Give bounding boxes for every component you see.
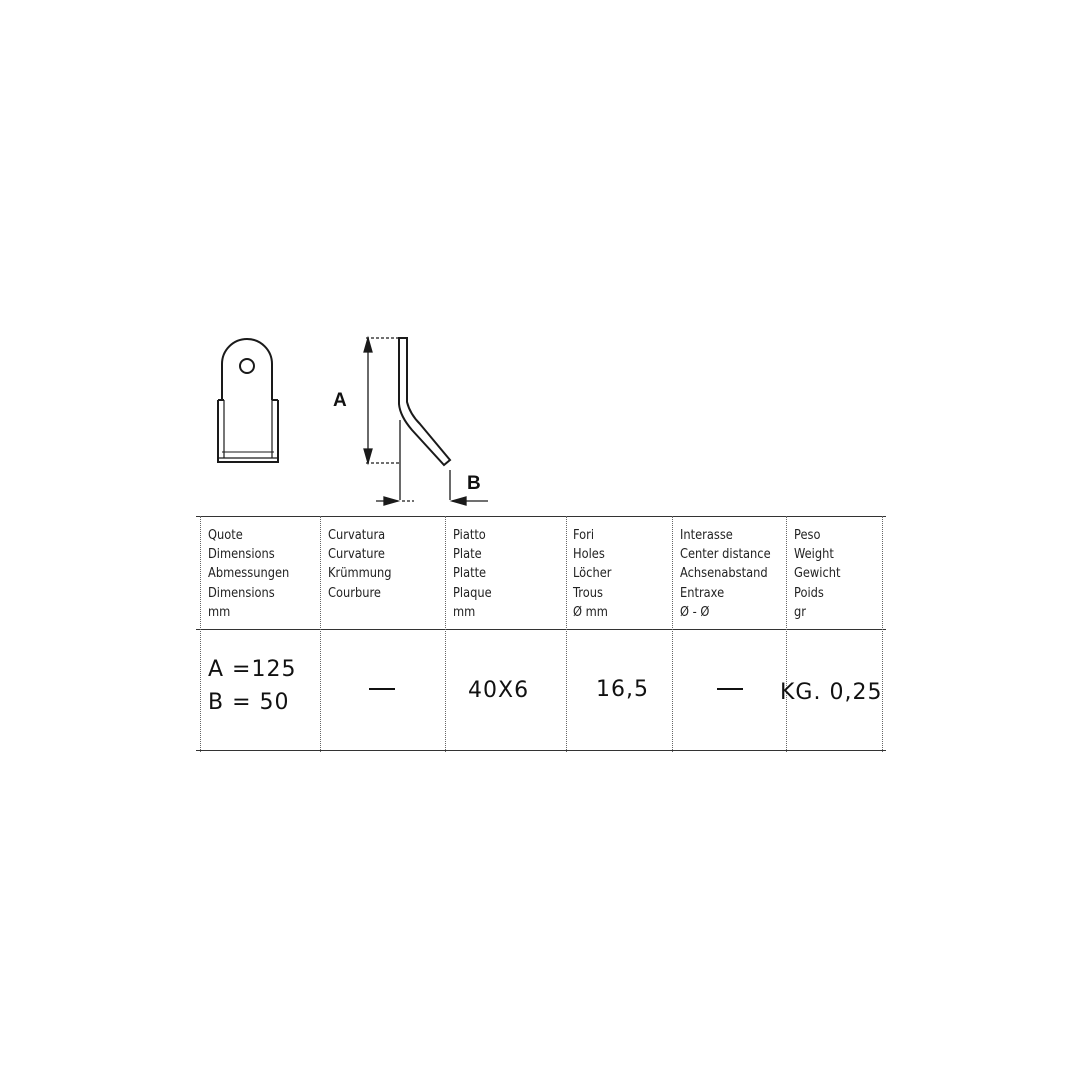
header-line: Holes <box>573 547 605 563</box>
header-dimensions <box>208 526 289 622</box>
header-line: Entraxe <box>680 585 725 601</box>
header-line: Dimensions <box>208 585 275 601</box>
header-line: Piatto <box>453 528 486 543</box>
table-header-divider <box>196 629 886 630</box>
header-plate <box>453 526 492 622</box>
header-line: Krümmung <box>328 566 392 582</box>
value-center-distance-dash <box>717 688 743 690</box>
value-dimension-a: A =125 <box>208 657 297 682</box>
header-line: Peso <box>794 528 821 543</box>
value-weight: KG. 0,25 <box>780 680 883 705</box>
header-line: mm <box>453 604 476 620</box>
value-dimension-b: B = 50 <box>208 690 290 715</box>
header-line: gr <box>794 604 806 620</box>
dimension-b-label: B <box>467 473 481 494</box>
column-divider <box>786 516 787 752</box>
header-curvature <box>328 526 392 603</box>
header-line: Ø mm <box>573 604 608 620</box>
header-line: Fori <box>573 528 595 543</box>
header-line: Gewicht <box>794 566 841 582</box>
header-line: Ø - Ø <box>680 604 710 620</box>
column-divider <box>200 516 201 752</box>
value-holes: 16,5 <box>596 677 649 702</box>
column-divider <box>672 516 673 752</box>
header-line: Center distance <box>680 547 771 563</box>
header-line: Curvatura <box>328 528 386 543</box>
header-line: Curvature <box>328 547 385 563</box>
header-line: Löcher <box>573 566 612 582</box>
value-plate: 40X6 <box>468 678 530 703</box>
header-line: Abmessungen <box>208 566 290 582</box>
specification-table <box>196 516 886 752</box>
column-divider <box>320 516 321 752</box>
table-top-border <box>196 516 886 517</box>
header-weight <box>794 526 840 622</box>
dimension-a-label: A <box>333 390 347 411</box>
header-line: Quote <box>208 528 243 543</box>
header-line: Achsenabstand <box>680 566 768 582</box>
header-line: Plaque <box>453 585 492 601</box>
header-center-distance <box>680 526 771 622</box>
header-holes <box>573 526 611 622</box>
header-line: Trous <box>573 585 603 601</box>
table-bottom-border <box>196 750 886 751</box>
blade-front-view <box>218 339 278 462</box>
header-line: Interasse <box>680 528 733 543</box>
header-line: Plate <box>453 547 482 563</box>
header-line: Dimensions <box>208 547 275 563</box>
header-line: Weight <box>794 547 834 563</box>
header-line: mm <box>208 604 231 620</box>
header-line: Platte <box>453 566 487 582</box>
column-divider <box>445 516 446 752</box>
dimension-a-line <box>364 338 400 463</box>
header-line: Poids <box>794 585 824 601</box>
header-line: Courbure <box>328 585 381 601</box>
value-curvature-dash <box>369 688 395 690</box>
column-divider <box>566 516 567 752</box>
column-divider <box>882 516 883 752</box>
blade-side-view <box>399 338 450 465</box>
